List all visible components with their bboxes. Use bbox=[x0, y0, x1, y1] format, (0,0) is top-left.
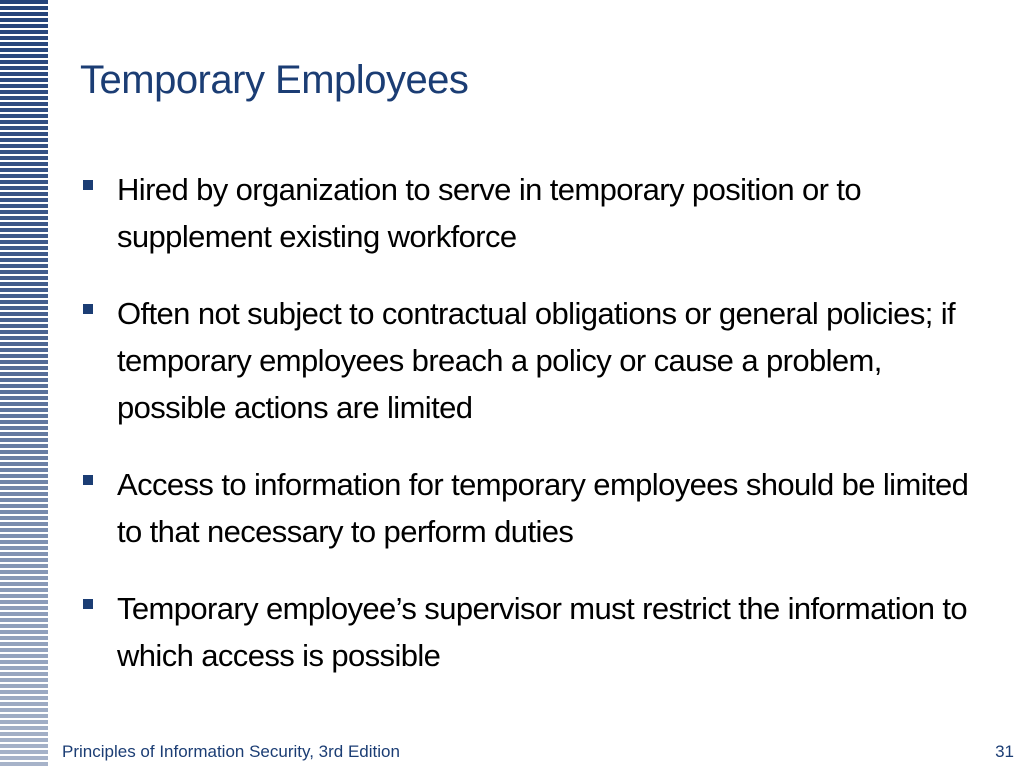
page-number: 31 bbox=[995, 742, 1014, 761]
bullet-text: Temporary employee’s supervisor must restrict the information to which access is possible bbox=[117, 591, 968, 673]
bullet-text: Often not subject to contractual obligations or general policies; if temporary employees breach a policy or cause a problem, possible actions are limited bbox=[117, 296, 956, 425]
bullet-item bbox=[80, 461, 980, 555]
square-bullet-icon bbox=[83, 475, 93, 485]
decorative-stripe-bar bbox=[0, 0, 48, 768]
footer-book-title: Principles of Information Security, 3rd Edition bbox=[62, 742, 400, 761]
bullet-item bbox=[80, 290, 980, 431]
square-bullet-icon bbox=[83, 304, 93, 314]
slide-title: Temporary Employees bbox=[80, 58, 469, 102]
square-bullet-icon bbox=[83, 599, 93, 609]
bullet-text: Hired by organization to serve in temporary position or to supplement existing workforce bbox=[117, 172, 862, 254]
bullet-item bbox=[80, 585, 980, 679]
bullet-text: Access to information for temporary employees should be limited to that necessary to perform duties bbox=[117, 467, 969, 549]
bullet-list bbox=[80, 166, 980, 709]
square-bullet-icon bbox=[83, 180, 93, 190]
bullet-item bbox=[80, 166, 980, 260]
